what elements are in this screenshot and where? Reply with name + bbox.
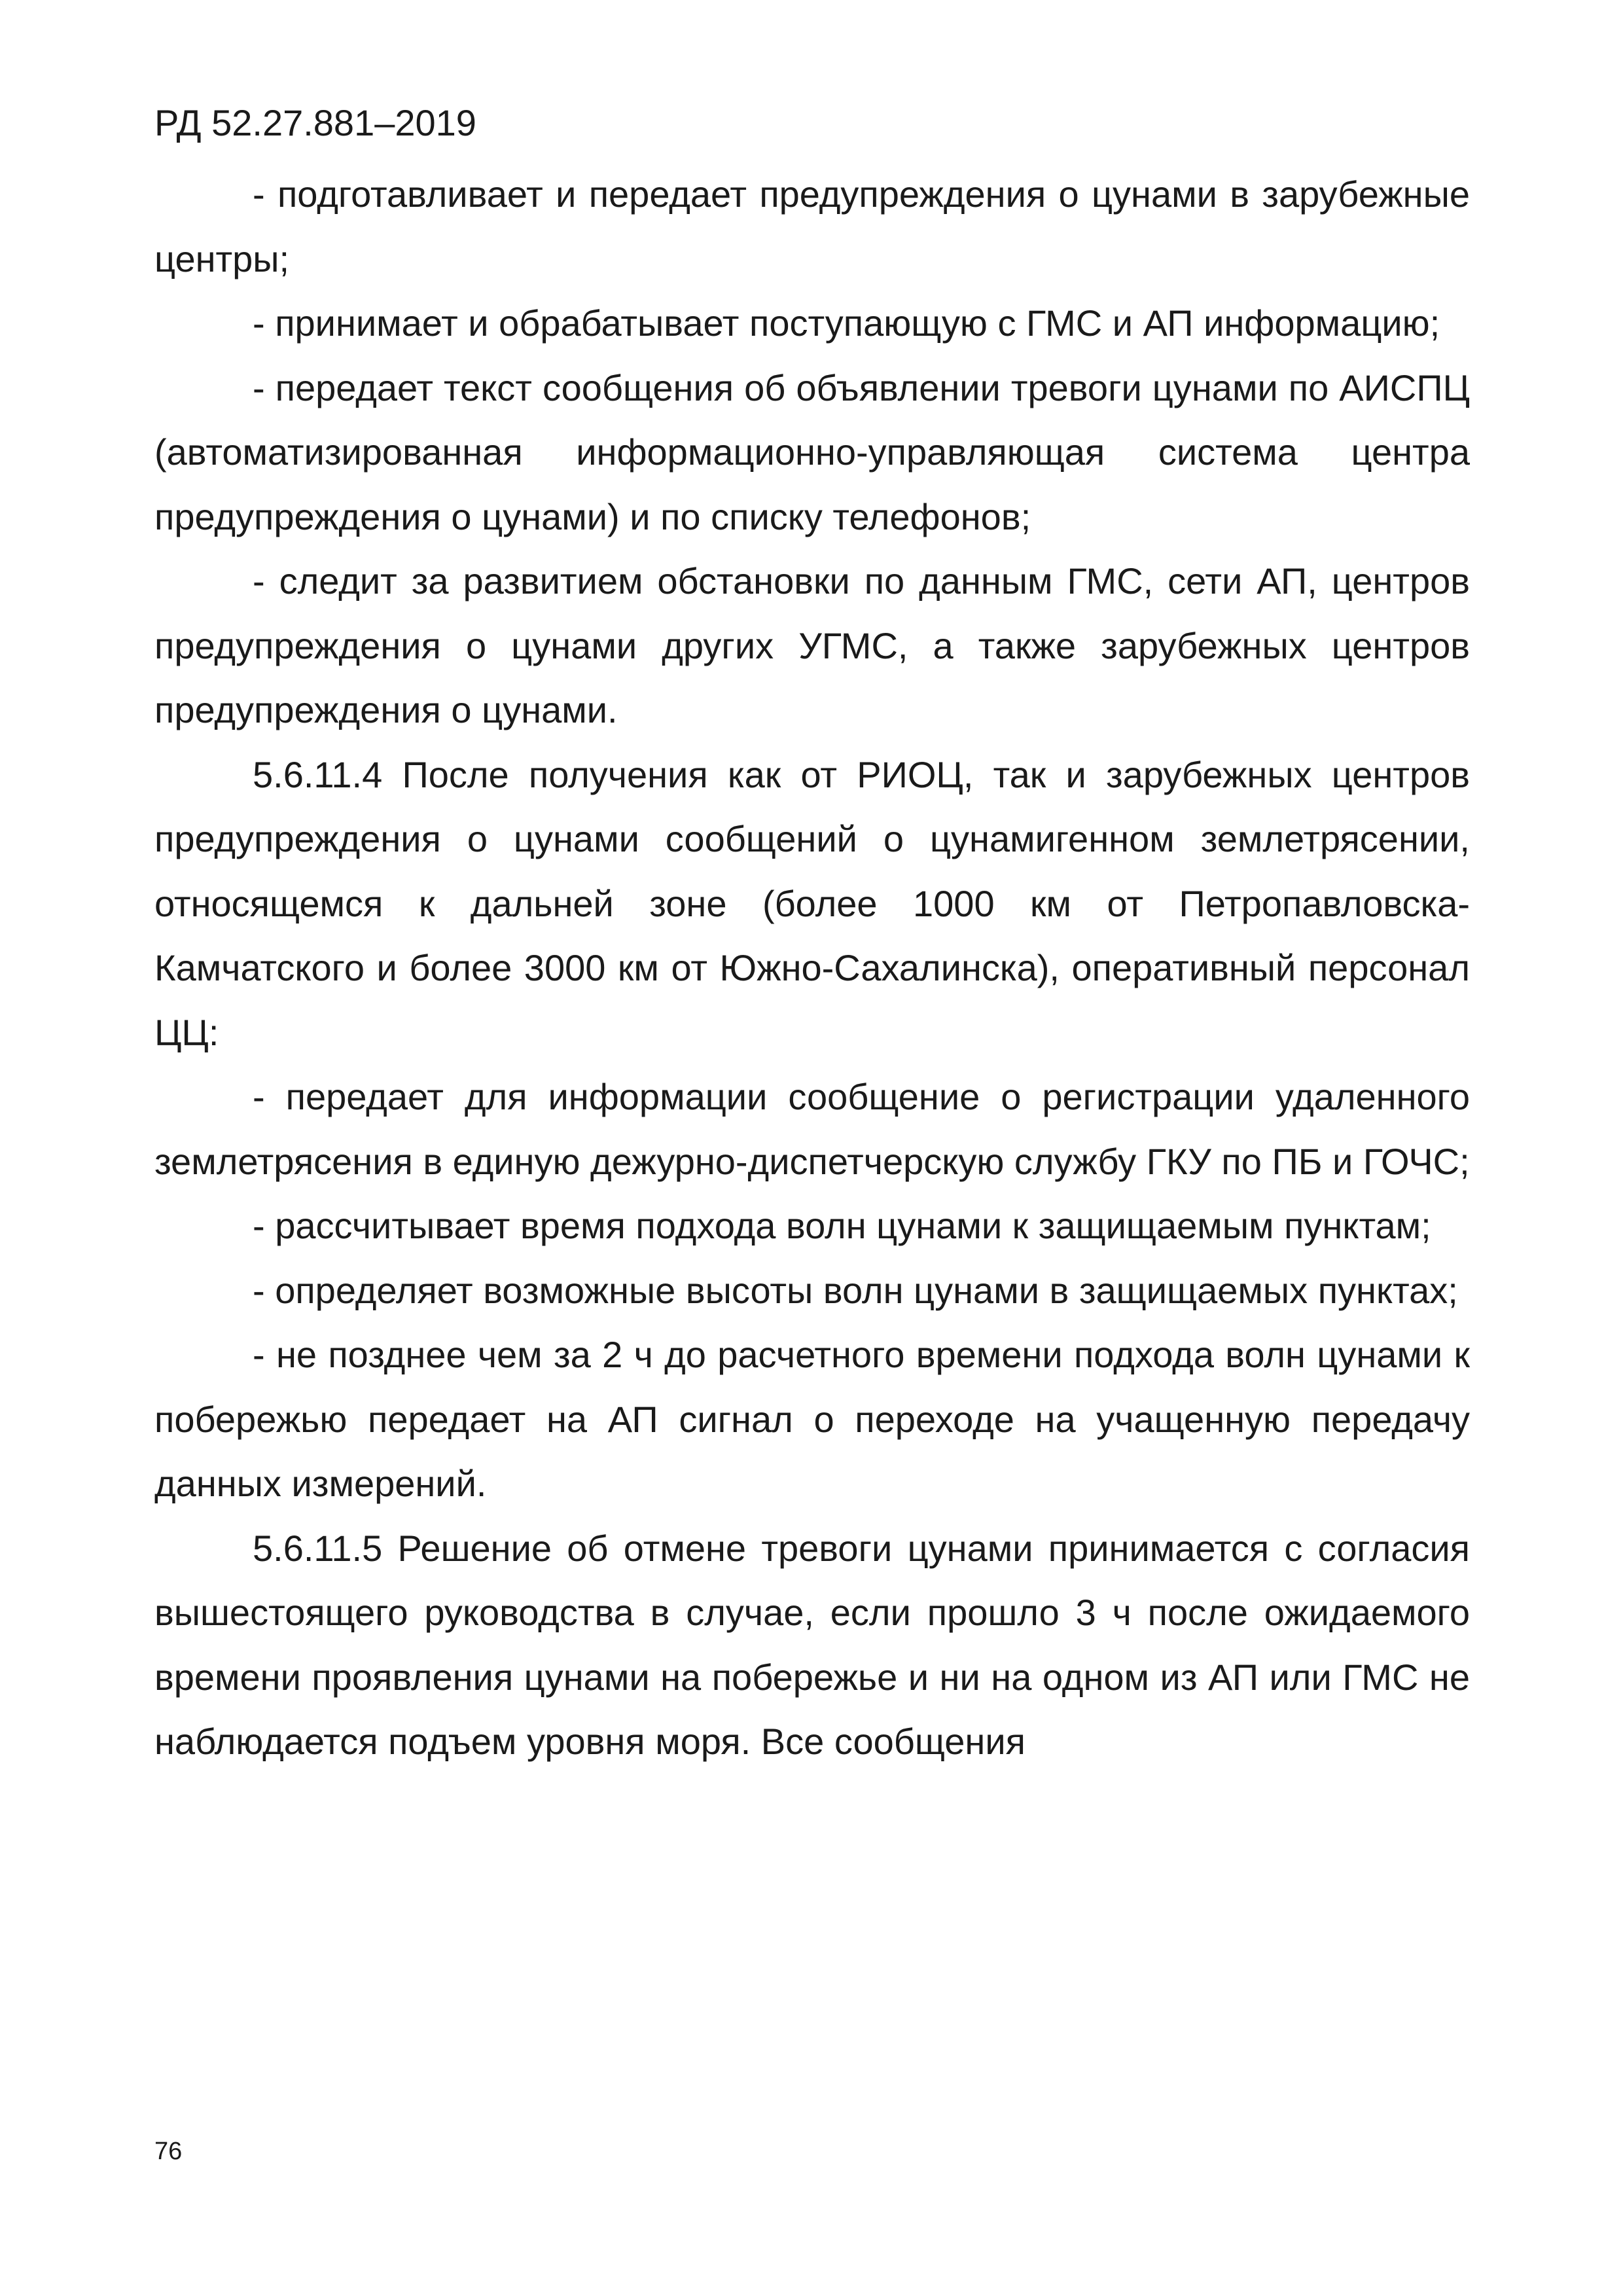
paragraph: 5.6.11.5 Решение об отмене тревоги цунами принимается с согласия вышестоящего руководства в случае, если прошло 3 ч после ожидаемого времени проявления цунами на побережье и ни на одном из АП или ГМС не наблюдается подъем уровня моря. Все сообщения [154,1527,1470,1762]
paragraph: - рассчитывает время подхода волн цунами к защищаемым пунктам; [253,1205,1431,1246]
paragraph: - подготавливает и передает предупреждения о цунами в зарубежные центры; [154,173,1470,279]
paragraph: - принимает и обрабатывает поступающую с ГМС и АП информацию; [253,302,1440,344]
paragraph: - не позднее чем за 2 ч до расчетного времени подхода волн цунами к побережью передает на АП сигнал о переходе на учащенную передачу данных измерений. [154,1334,1470,1504]
paragraph: - следит за развитием обстановки по данным ГМС, сети АП, центров предупреждения о цунами других УГМС, а также зарубежных центров предупреждения о цунами. [154,560,1470,730]
paragraph: - определяет возможные высоты волн цунами в защищаемых пунктах; [253,1269,1458,1311]
document-body [154,162,1470,1774]
document-code: РД 52.27.881–2019 [154,102,476,143]
paragraph: - передает текст сообщения об объявлении тревоги цунами по АИСПЦ (автоматизированная информационно-управляющая система центра предупреждения о цунами) и по списку телефонов; [154,367,1470,537]
paragraph: 5.6.11.4 После получения как от РИОЦ, так и зарубежных центров предупреждения о цунами сообщений о цунамигенном землетрясении, относящемся к дальней зоне (более 1000 км от Петропавловска-Камчатского и более 3000 км от Южно-Сахалинска), оперативный персонал ЦЦ: [154,753,1470,1053]
paragraph: - передает для информации сообщение о регистрации удаленного землетрясения в единую дежурно-диспетчерскую службу ГКУ по ПБ и ГОЧС; [154,1076,1470,1182]
page-number: 76 [154,2138,183,2165]
